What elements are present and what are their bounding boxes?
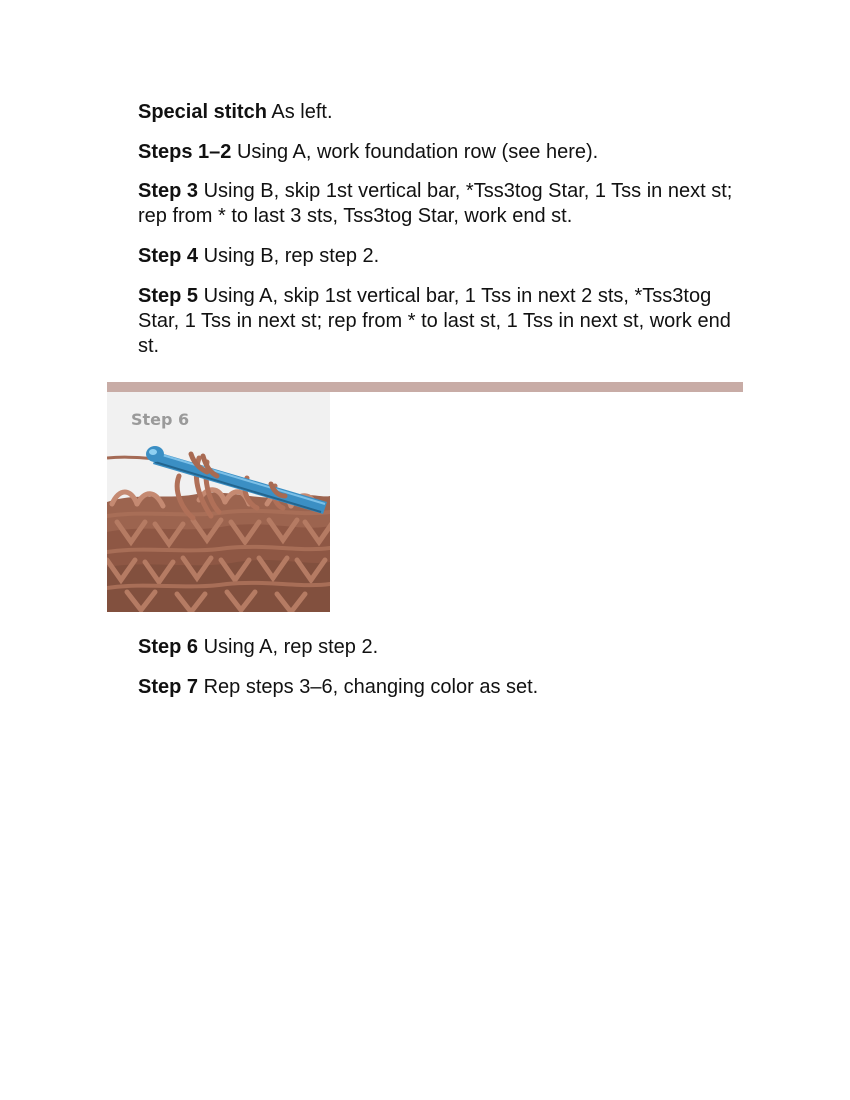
- instruction-label: Step 4: [138, 245, 199, 267]
- instruction-label: Step 5: [138, 285, 199, 307]
- instruction-label: Special stitch: [138, 101, 267, 123]
- instruction-special-stitch: [138, 100, 742, 125]
- crochet-hook-photo-icon: [107, 392, 330, 612]
- instruction-step-3: [138, 179, 742, 229]
- crochet-hook-photo: [107, 392, 330, 612]
- instruction-step-6: [138, 635, 742, 660]
- instruction-label: Step 6: [138, 636, 199, 658]
- instruction-step-5: [138, 284, 742, 359]
- instruction-text: Using A, skip 1st vertical bar, 1 Tss in next 2 sts, *Tss3tog Star, 1 Tss in next st; rep from * to last st, 1 Tss in next st, work end st.: [138, 285, 731, 357]
- instruction-text: Using A, rep step 2.: [198, 636, 379, 658]
- instruction-text: Using A, work foundation row (see here).: [231, 141, 599, 163]
- instruction-label: Steps 1–2: [138, 141, 232, 163]
- instruction-text: Using B, skip 1st vertical bar, *Tss3tog Star, 1 Tss in next st; rep from * to last 3 sts, Tss3tog Star, work end st.: [138, 180, 733, 227]
- instruction-text: As left.: [266, 101, 333, 123]
- instruction-step-4: [138, 244, 742, 269]
- instruction-label: Step 7: [138, 676, 199, 698]
- instruction-step-7: [138, 675, 742, 700]
- section-divider: [107, 382, 743, 392]
- instruction-label: Step 3: [138, 180, 199, 202]
- instruction-text: Using B, rep step 2.: [198, 245, 380, 267]
- photo-caption: Step 6: [131, 410, 190, 429]
- instruction-steps-1-2: [138, 140, 742, 165]
- instruction-text: Rep steps 3–6, changing color as set.: [198, 676, 539, 698]
